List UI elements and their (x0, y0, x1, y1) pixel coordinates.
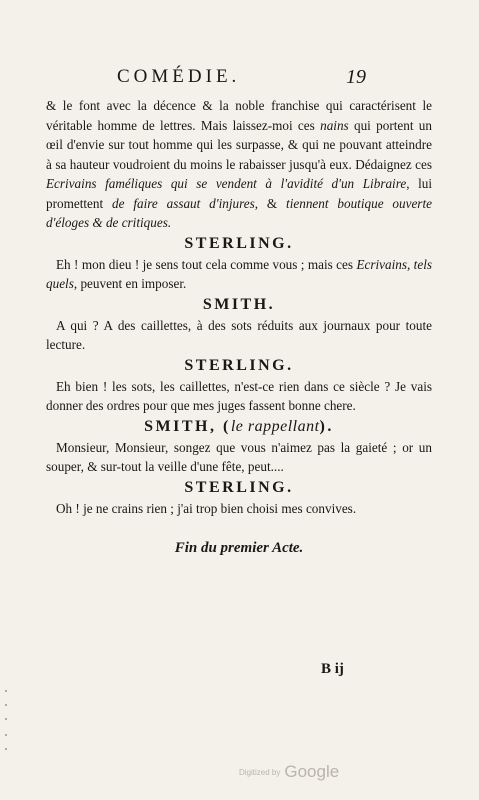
page-body (46, 96, 432, 557)
margin-mark (5, 704, 7, 706)
italic-run: Ecrivains faméliques qui se vendent à l'avidité d'un Libraire (46, 176, 407, 191)
margin-mark (5, 690, 7, 692)
text-run: & le font avec la décence & la noble franchise qui caractérisent le véritable homme de lettres. Mais laissez-moi ces (46, 98, 432, 133)
speaker-smith-rappellant (46, 416, 432, 438)
page-number: 19 (346, 66, 366, 88)
margin-mark (5, 748, 7, 750)
paragraph-6: Oh ! je ne crains rien ; j'ai trop bien choisi mes convives. (56, 500, 357, 516)
watermark-prefix: Digitized by (239, 768, 281, 777)
speaker-close: ). (319, 417, 334, 435)
italic-run: nains (320, 117, 349, 133)
italic-run: tiennent boutique ouverte d'éloges & de critiques. (46, 195, 432, 230)
speaker-sterling: STERLING. (184, 478, 294, 496)
text-run: , lui promettent (46, 176, 433, 211)
text-run: , peuvent en imposer. (73, 276, 187, 291)
italic-run: de faire assaut d'injures (112, 195, 255, 211)
paragraph-3: A qui ? A des caillettes, à des sots réduits aux journaux pour toute lecture. (46, 317, 432, 352)
page-header (0, 66, 479, 90)
paragraph-4: Eh bien ! les sots, les caillettes, n'est-ce rien dans ce siècle ? Je vais donner des ordres pour que mes juges fassent bonne chere. (46, 378, 432, 413)
running-title: COMÉDIE. (117, 66, 241, 87)
speaker-sterling: STERLING. (184, 234, 294, 252)
act-end-line: Fin du premier Acte. (174, 540, 304, 556)
speaker-sterling: STERLING. (184, 356, 294, 374)
paragraph-1 (46, 96, 432, 233)
text-run: Eh ! mon dieu ! je sens tout cela comme vous ; mais ces (56, 256, 357, 272)
speaker-smith: SMITH. (202, 295, 276, 313)
digitized-watermark (239, 762, 339, 782)
italic-run: Ecrivains, tels quels (46, 256, 432, 291)
margin-marks (5, 690, 9, 770)
google-logo-text: Google (284, 762, 340, 781)
stage-direction: le rappellant (230, 417, 320, 435)
signature-mark: B ij (321, 661, 344, 677)
speaker-name: SMITH, ( (144, 417, 231, 435)
paragraph-5: Monsieur, Monsieur, songez que vous n'aimez pas la gaieté ; or un souper, & sur-tout la veille d'une fête, peut.... (46, 439, 432, 474)
margin-mark (5, 734, 7, 736)
text-run: , & (254, 195, 287, 211)
margin-mark (5, 718, 7, 720)
paragraph-2 (46, 255, 432, 294)
text-run: qui portent un œil d'envie sur tout homme qui les surpasse, & qui ne pouvant atteindre à sa hauteur voudroient du moins le rabaisser jusqu'à eux. Dédaignez ces (46, 117, 432, 172)
